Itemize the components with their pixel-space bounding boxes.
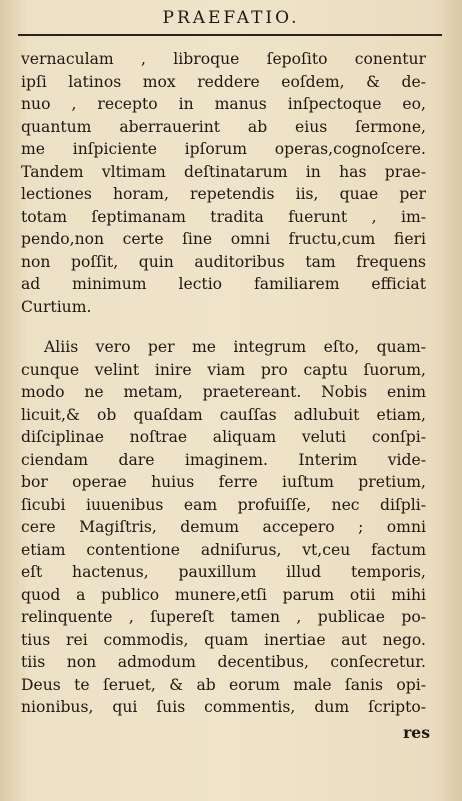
text-line: cere Magiſtris, demum accepero ; omni — [21, 518, 426, 536]
running-head: PRAEFATIO. — [162, 8, 300, 28]
text-line: etiam contentione adniſurus, vt,ceu factum — [21, 540, 426, 559]
text-line: bor operae huius ferre iuſtum pretium, — [21, 473, 426, 491]
text-line: ad minimum lectio familiarem efficiat — [21, 275, 426, 293]
text-line: modo ne metam, praetereant. Nobis enim — [21, 383, 426, 401]
text-line: quod a publico munere,etſi parum otii mihi — [21, 585, 426, 604]
text-line: diſciplinae noſtrae aliquam veluti conſpi- — [21, 428, 426, 446]
text-line: cunque velint inire viam pro captu ſuorum, — [21, 360, 426, 379]
header-rule — [18, 34, 442, 36]
text-line: Curtium. — [21, 297, 92, 316]
text-line: eſt hactenus, pauxillum illud temporis, — [21, 563, 426, 581]
text-line: tiis non admodum decentibus, conſecretur. — [21, 653, 426, 671]
text-line: Deus te ſeruet, & ab eorum male ſanis opi- — [21, 675, 426, 694]
text-line: Tandem vltimam deſtinatarum in has prae- — [21, 162, 426, 181]
text-line: tius rei commodis, quam inertiae aut nego. — [21, 630, 426, 649]
text-line: Aliis vero per me integrum eſto, quam- — [44, 338, 426, 356]
text-line: pendo,non certe ſine omni fructu,cum fieri — [21, 230, 426, 248]
text-line: relinquente , ſupereſt tamen , publicae po- — [21, 608, 426, 626]
text-line: licuit,& ob quaſdam cauſſas adlubuit etiam, — [21, 405, 426, 424]
text-line: quantum aberrauerint ab eius ſermone, — [21, 117, 426, 136]
text-line: ciendam dare imaginem. Interim vide- — [21, 450, 426, 469]
catchword: res — [403, 723, 430, 742]
text-line: vernaculam , libroque ſepoſito conentur — [21, 50, 426, 68]
text-line: ipſi latinos mox reddere eoſdem, & de- — [21, 72, 426, 91]
text-line: non poſſit, quin auditoribus tam frequens — [21, 252, 426, 271]
text-line: me inſpiciente ipſorum operas,cognoſcere. — [21, 140, 426, 158]
text-line: nionibus, qui ſuis commentis, dum ſcripto- — [21, 698, 426, 716]
text-line: lectiones horam, repetendis iis, quae per — [21, 185, 426, 203]
text-line: totam ſeptimanam tradita fuerunt , im- — [21, 207, 426, 226]
text-line: ſicubi iuuenibus eam profuiſſe, nec diſpli- — [21, 495, 426, 514]
text-line: nuo , recepto in manus inſpectoque eo, — [21, 95, 426, 113]
